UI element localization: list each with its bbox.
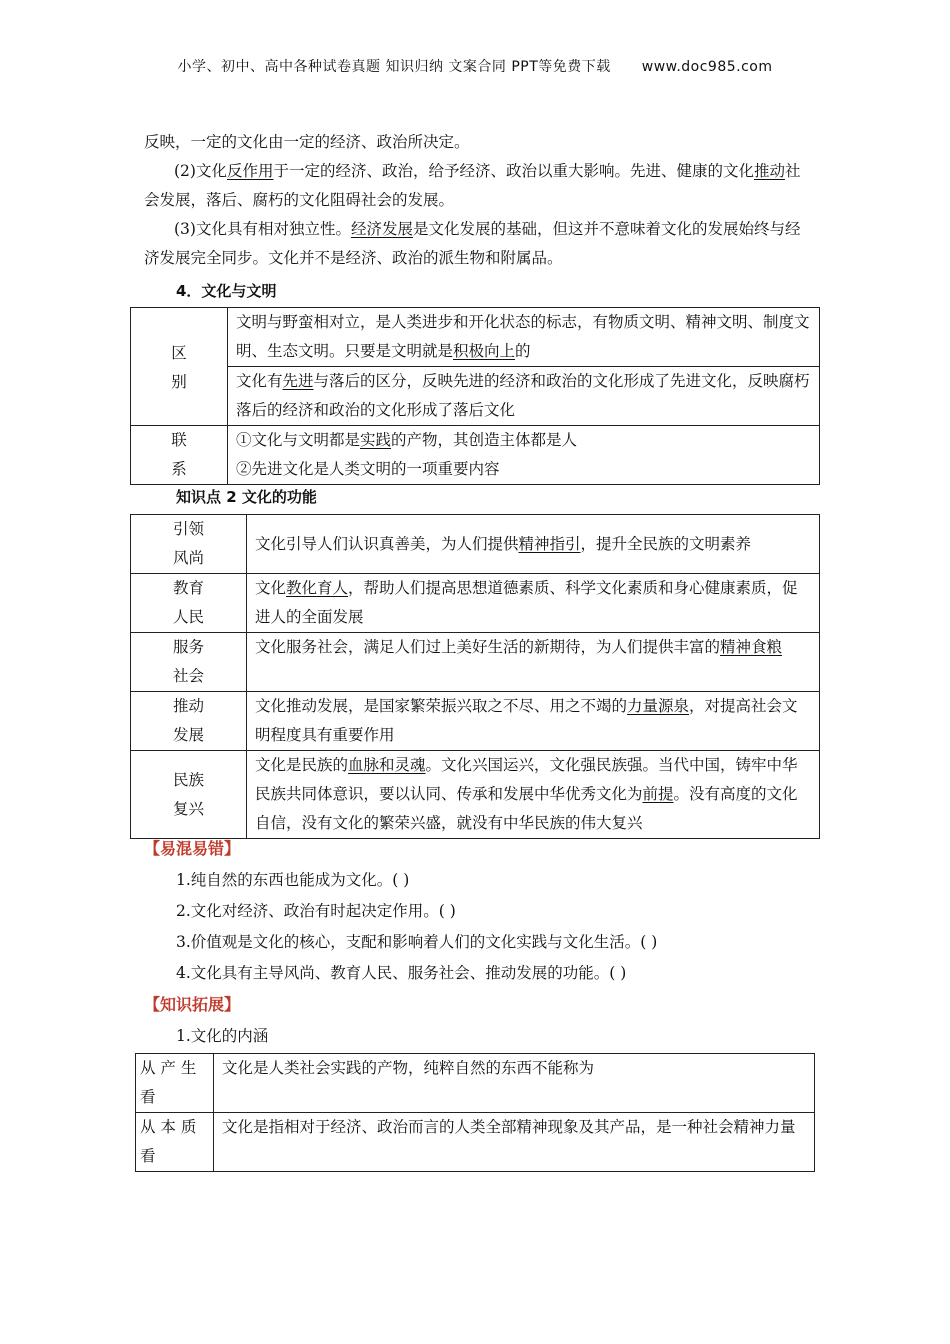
paragraph-line1: 反映，一定的文化由一定的经济、政治所决定。: [144, 133, 470, 151]
page-header: [0, 56, 950, 76]
confuse-item-1: 1.纯自然的东西也能成为文化。( ): [176, 871, 410, 889]
function-text: 文化推动发展，是国家繁荣振兴取之不尽、用之不竭的力量源泉，对提高社会文明程度具有重要作用: [247, 692, 820, 751]
expand-title: 【知识拓展】: [144, 995, 241, 1014]
meaning-label: 从 本 质 看: [136, 1113, 214, 1172]
connection-rows: ①文化与文明都是实践的产物，其创造主体都是人 ②先进文化是人类文明的一项重要内容: [228, 426, 820, 485]
function-text: 文化服务社会，满足人们过上美好生活的新期待，为人们提供丰富的精神食粮: [247, 633, 820, 692]
label-difference: 区 别: [131, 308, 228, 426]
function-text: 文化教化育人，帮助人们提高思想道德素质、科学文化素质和身心健康素质，促进人的全面发展: [247, 574, 820, 633]
paragraph-3: (3)文化具有相对独立性。经济发展是文化发展的基础，但这并不意味着文化的发展始终与经济发展完全同步。文化并不是经济、政治的派生物和附属品。: [144, 220, 801, 267]
difference-row-2: 文化有先进与落后的区分，反映先进的经济和政治的文化形成了先进文化，反映腐朽落后的经济和政治的文化形成了落后文化: [228, 367, 820, 426]
function-label: 引领 风尚: [131, 515, 247, 574]
meaning-text: 文化是指相对于经济、政治而言的人类全部精神现象及其产品，是一种社会精神力量: [214, 1113, 815, 1172]
culture-function-table: [130, 514, 820, 839]
meaning-label: 从 产 生 看: [136, 1054, 214, 1113]
function-text: 文化引导人们认识真善美，为人们提供精神指引，提升全民族的文明素养: [247, 515, 820, 574]
confuse-item-3: 3.价值观是文化的核心，支配和影响着人们的文化实践与文化生活。( ): [176, 933, 658, 951]
confuse-item-2: 2.文化对经济、政治有时起决定作用。( ): [176, 902, 456, 920]
kp2-title: 知识点 2 文化的功能: [176, 488, 317, 506]
culture-meaning-table: [135, 1053, 815, 1172]
function-text: 文化是民族的血脉和灵魂。文化兴国运兴，文化强民族强。当代中国，铸牢中华民族共同体意识，要以认同、传承和发展中华优秀文化为前提。没有高度的文化自信，没有文化的繁荣兴盛，就没有中华民族的伟大复兴: [247, 751, 820, 839]
label-connection: 联 系: [131, 426, 228, 485]
difference-row-1: 文明与野蛮相对立，是人类进步和开化状态的标志，有物质文明、精神文明、制度文明、生态文明。只要是文明就是积极向上的: [228, 308, 820, 367]
meaning-text: 文化是人类社会实践的产物，纯粹自然的东西不能称为: [214, 1054, 815, 1113]
header-site[interactable]: www.doc985.com: [641, 59, 773, 75]
confuse-title: 【易混易错】: [144, 839, 241, 858]
header-text: 小学、初中、高中各种试卷真题 知识归纳 文案合同 PPT等免费下载: [177, 59, 611, 75]
culture-civilization-table: [130, 307, 820, 485]
paragraph-2: (2)文化反作用于一定的经济、政治，给予经济、政治以重大影响。先进、健康的文化推动社会发展，落后、腐朽的文化阻碍社会的发展。: [144, 162, 801, 209]
expand-subtitle: 1.文化的内涵: [176, 1027, 269, 1045]
function-label: 教育 人民: [131, 574, 247, 633]
function-label: 民族 复兴: [131, 751, 247, 839]
function-label: 服务 社会: [131, 633, 247, 692]
section4-title: 4．文化与文明: [176, 282, 277, 300]
function-label: 推动 发展: [131, 692, 247, 751]
confuse-item-4: 4.文化具有主导风尚、教育人民、服务社会、推动发展的功能。( ): [176, 964, 627, 982]
